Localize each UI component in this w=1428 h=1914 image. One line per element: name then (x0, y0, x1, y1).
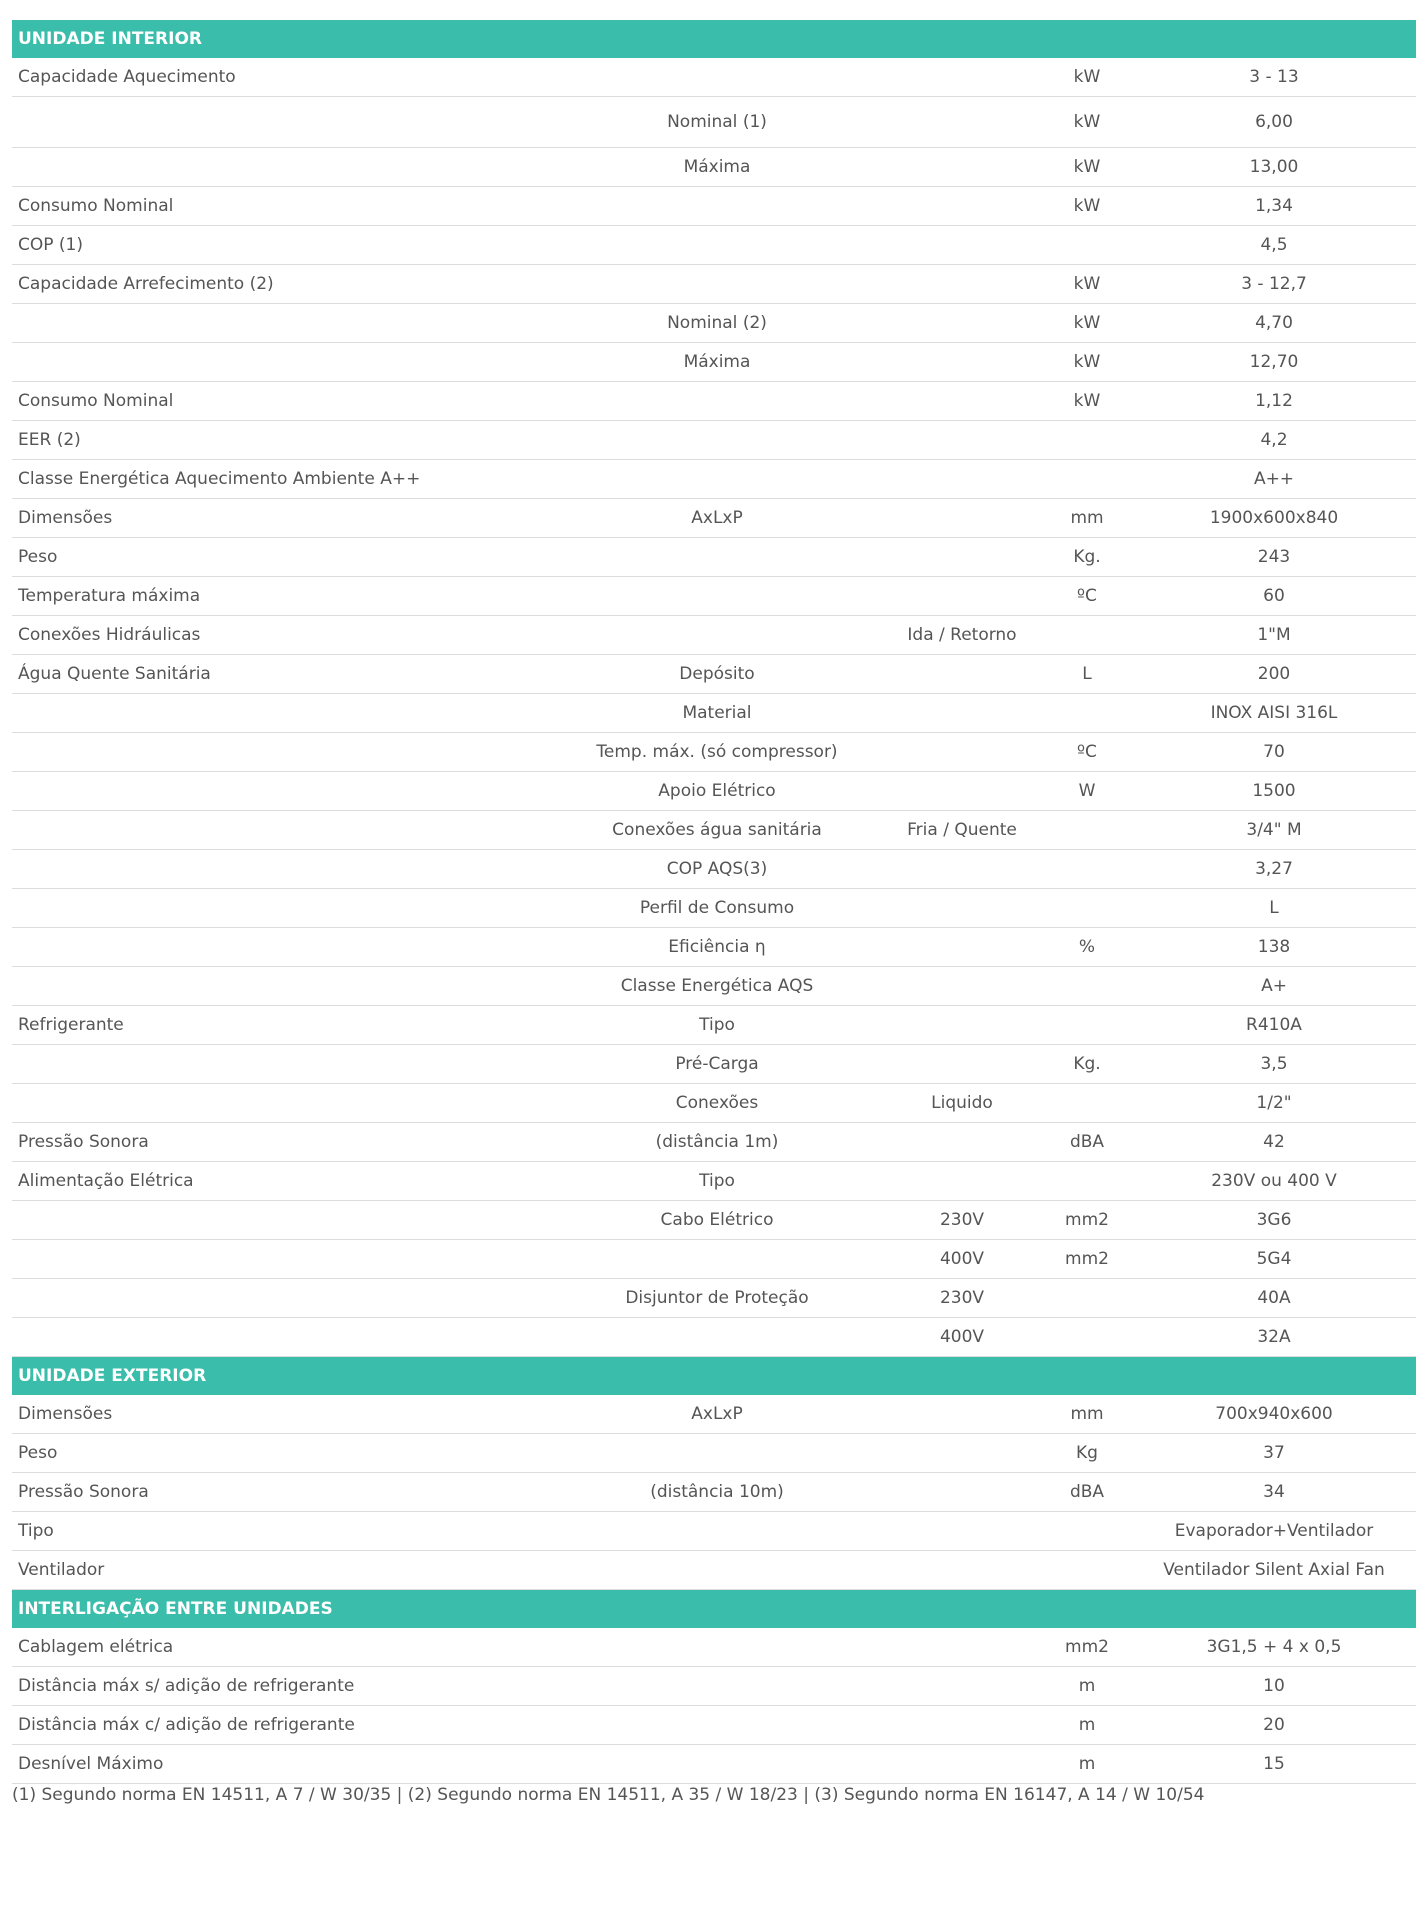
row-label: Dimensões (12, 1395, 552, 1434)
row-qualifier (882, 928, 1042, 967)
row-value: 1"M (1132, 616, 1416, 655)
row-label: Refrigerante (12, 1006, 552, 1045)
row-value: 20 (1132, 1706, 1416, 1745)
table-row (12, 889, 1416, 928)
row-value: 5G4 (1132, 1240, 1416, 1279)
table-row (12, 1551, 1416, 1590)
row-label: Distância máx c/ adição de refrigerante (12, 1706, 552, 1745)
row-qualifier (882, 58, 1042, 97)
section-title: UNIDADE INTERIOR (12, 20, 1416, 58)
row-value: 4,70 (1132, 304, 1416, 343)
row-value: A+ (1132, 967, 1416, 1006)
row-unit (1042, 226, 1132, 265)
row-unit (1042, 1084, 1132, 1123)
row-label (12, 928, 552, 967)
row-qualifier (882, 1045, 1042, 1084)
table-row (12, 1162, 1416, 1201)
row-qualifier (882, 265, 1042, 304)
row-value: 1,12 (1132, 382, 1416, 421)
row-label: Pressão Sonora (12, 1123, 552, 1162)
table-row (12, 1745, 1416, 1784)
row-value: 15 (1132, 1745, 1416, 1784)
row-qualifier (882, 226, 1042, 265)
row-value: 1900x600x840 (1132, 499, 1416, 538)
row-unit: m (1042, 1745, 1132, 1784)
row-sublabel: Apoio Elétrico (552, 772, 882, 811)
row-value: 4,2 (1132, 421, 1416, 460)
row-unit (1042, 421, 1132, 460)
table-row (12, 538, 1416, 577)
row-label (12, 772, 552, 811)
row-unit (1042, 694, 1132, 733)
row-qualifier (882, 733, 1042, 772)
spec-sheet (12, 20, 1416, 1784)
row-label (12, 733, 552, 772)
row-sublabel: COP AQS(3) (552, 850, 882, 889)
row-sublabel: Nominal (1) (552, 97, 882, 148)
row-sublabel (552, 538, 882, 577)
row-sublabel (552, 1745, 882, 1784)
row-unit: mm (1042, 1395, 1132, 1434)
row-sublabel (552, 1551, 882, 1590)
table-row (12, 928, 1416, 967)
row-unit (1042, 1279, 1132, 1318)
table-row (12, 1045, 1416, 1084)
row-label (12, 1318, 552, 1357)
table-row (12, 616, 1416, 655)
row-sublabel (552, 1240, 882, 1279)
row-value: 230V ou 400 V (1132, 1162, 1416, 1201)
row-label: Classe Energética Aquecimento Ambiente A++ (12, 460, 552, 499)
row-label (12, 694, 552, 733)
row-value: 12,70 (1132, 343, 1416, 382)
table-row (12, 1318, 1416, 1357)
table-row (12, 850, 1416, 889)
row-sublabel (552, 460, 882, 499)
row-label: Tipo (12, 1512, 552, 1551)
row-unit: dBA (1042, 1473, 1132, 1512)
row-sublabel: Eficiência η (552, 928, 882, 967)
row-label (12, 1084, 552, 1123)
row-qualifier: Ida / Retorno (882, 616, 1042, 655)
table-row (12, 97, 1416, 148)
row-value: 3 - 12,7 (1132, 265, 1416, 304)
row-value: 200 (1132, 655, 1416, 694)
row-value: 37 (1132, 1434, 1416, 1473)
row-qualifier (882, 1745, 1042, 1784)
row-sublabel: Pré-Carga (552, 1045, 882, 1084)
row-qualifier (882, 1473, 1042, 1512)
row-label: Dimensões (12, 499, 552, 538)
row-sublabel (552, 421, 882, 460)
row-sublabel: Tipo (552, 1006, 882, 1045)
table-row (12, 1279, 1416, 1318)
row-label (12, 1279, 552, 1318)
row-qualifier (882, 1667, 1042, 1706)
row-value: R410A (1132, 1006, 1416, 1045)
row-value: Ventilador Silent Axial Fan (1132, 1551, 1416, 1590)
row-unit: mm (1042, 499, 1132, 538)
row-unit (1042, 967, 1132, 1006)
row-sublabel (552, 382, 882, 421)
row-sublabel: Material (552, 694, 882, 733)
row-value: 6,00 (1132, 97, 1416, 148)
row-label: Peso (12, 538, 552, 577)
table-row (12, 421, 1416, 460)
row-unit (1042, 1551, 1132, 1590)
row-sublabel: Conexões água sanitária (552, 811, 882, 850)
row-sublabel: Cabo Elétrico (552, 1201, 882, 1240)
row-unit: kW (1042, 343, 1132, 382)
row-qualifier (882, 1706, 1042, 1745)
row-label: Capacidade Aquecimento (12, 58, 552, 97)
row-label (12, 850, 552, 889)
row-unit: kW (1042, 97, 1132, 148)
row-qualifier (882, 304, 1042, 343)
row-qualifier (882, 967, 1042, 1006)
row-qualifier (882, 97, 1042, 148)
row-value: 243 (1132, 538, 1416, 577)
row-label: EER (2) (12, 421, 552, 460)
row-sublabel (552, 1318, 882, 1357)
row-qualifier (882, 772, 1042, 811)
row-value: 700x940x600 (1132, 1395, 1416, 1434)
row-label: COP (1) (12, 226, 552, 265)
section-title: UNIDADE EXTERIOR (12, 1357, 1416, 1396)
row-sublabel (552, 58, 882, 97)
row-value: 10 (1132, 1667, 1416, 1706)
table-row (12, 655, 1416, 694)
row-unit: mm2 (1042, 1628, 1132, 1667)
row-label: Ventilador (12, 1551, 552, 1590)
row-label (12, 1201, 552, 1240)
row-sublabel (552, 1706, 882, 1745)
footnote: (1) Segundo norma EN 14511, A 7 / W 30/35 | (2) Segundo norma EN 14511, A 35 / W 18/23 | (3) Segundo norma EN 16147, A 14 / W 10/54 (12, 1785, 1205, 1805)
row-sublabel (552, 1628, 882, 1667)
row-qualifier: 400V (882, 1318, 1042, 1357)
row-label: Consumo Nominal (12, 382, 552, 421)
row-value: 1,34 (1132, 187, 1416, 226)
table-row (12, 148, 1416, 187)
row-value: 1500 (1132, 772, 1416, 811)
table-row (12, 1667, 1416, 1706)
row-value: 32A (1132, 1318, 1416, 1357)
table-row (12, 733, 1416, 772)
row-value: 34 (1132, 1473, 1416, 1512)
row-value: L (1132, 889, 1416, 928)
row-value: 70 (1132, 733, 1416, 772)
row-qualifier: Fria / Quente (882, 811, 1042, 850)
row-label: Cablagem elétrica (12, 1628, 552, 1667)
row-qualifier (882, 1434, 1042, 1473)
row-sublabel (552, 226, 882, 265)
row-sublabel: AxLxP (552, 499, 882, 538)
table-row (12, 58, 1416, 97)
table-row (12, 1512, 1416, 1551)
row-sublabel (552, 577, 882, 616)
row-label (12, 304, 552, 343)
row-qualifier: 230V (882, 1201, 1042, 1240)
row-unit: L (1042, 655, 1132, 694)
row-sublabel: Máxima (552, 148, 882, 187)
row-unit: kW (1042, 304, 1132, 343)
table-row (12, 343, 1416, 382)
row-value: 40A (1132, 1279, 1416, 1318)
row-qualifier (882, 538, 1042, 577)
row-qualifier (882, 1512, 1042, 1551)
row-qualifier (882, 1628, 1042, 1667)
row-value: A++ (1132, 460, 1416, 499)
table-row (12, 265, 1416, 304)
row-label: Água Quente Sanitária (12, 655, 552, 694)
section-header (12, 1590, 1416, 1629)
row-unit: kW (1042, 148, 1132, 187)
row-value: 60 (1132, 577, 1416, 616)
row-qualifier: 400V (882, 1240, 1042, 1279)
row-sublabel: (distância 10m) (552, 1473, 882, 1512)
row-qualifier (882, 1006, 1042, 1045)
row-label (12, 148, 552, 187)
row-unit: Kg (1042, 1434, 1132, 1473)
row-value: 3 - 13 (1132, 58, 1416, 97)
row-label (12, 889, 552, 928)
row-label: Temperatura máxima (12, 577, 552, 616)
table-row (12, 1395, 1416, 1434)
row-unit: kW (1042, 58, 1132, 97)
row-label (12, 1045, 552, 1084)
table-row (12, 304, 1416, 343)
row-value: INOX AISI 316L (1132, 694, 1416, 733)
row-label (12, 343, 552, 382)
row-qualifier (882, 850, 1042, 889)
row-value: Evaporador+Ventilador (1132, 1512, 1416, 1551)
row-qualifier (882, 1162, 1042, 1201)
row-unit: kW (1042, 382, 1132, 421)
row-label: Capacidade Arrefecimento (2) (12, 265, 552, 304)
row-value: 13,00 (1132, 148, 1416, 187)
table-row (12, 1473, 1416, 1512)
row-unit (1042, 460, 1132, 499)
row-unit: Kg. (1042, 538, 1132, 577)
row-unit (1042, 1162, 1132, 1201)
row-label: Conexões Hidráulicas (12, 616, 552, 655)
row-sublabel: Perfil de Consumo (552, 889, 882, 928)
row-label: Alimentação Elétrica (12, 1162, 552, 1201)
table-row (12, 811, 1416, 850)
row-label: Peso (12, 1434, 552, 1473)
table-row (12, 1006, 1416, 1045)
row-qualifier (882, 1395, 1042, 1434)
table-row (12, 1123, 1416, 1162)
row-unit: W (1042, 772, 1132, 811)
row-unit: m (1042, 1667, 1132, 1706)
row-qualifier: 230V (882, 1279, 1042, 1318)
row-value: 3,27 (1132, 850, 1416, 889)
row-unit: Kg. (1042, 1045, 1132, 1084)
row-qualifier (882, 343, 1042, 382)
row-label (12, 967, 552, 1006)
row-unit: % (1042, 928, 1132, 967)
table-row (12, 577, 1416, 616)
row-sublabel: AxLxP (552, 1395, 882, 1434)
row-qualifier (882, 460, 1042, 499)
row-value: 1/2" (1132, 1084, 1416, 1123)
row-label: Pressão Sonora (12, 1473, 552, 1512)
row-qualifier (882, 148, 1042, 187)
row-unit (1042, 1318, 1132, 1357)
row-unit: dBA (1042, 1123, 1132, 1162)
row-sublabel: Nominal (2) (552, 304, 882, 343)
row-qualifier (882, 499, 1042, 538)
row-sublabel: Temp. máx. (só compressor) (552, 733, 882, 772)
table-row (12, 187, 1416, 226)
row-qualifier: Liquido (882, 1084, 1042, 1123)
row-unit: kW (1042, 187, 1132, 226)
row-unit (1042, 811, 1132, 850)
row-sublabel: Depósito (552, 655, 882, 694)
row-sublabel (552, 616, 882, 655)
spec-table (12, 20, 1416, 1784)
table-row (12, 1434, 1416, 1473)
row-sublabel (552, 1667, 882, 1706)
row-qualifier (882, 577, 1042, 616)
row-label: Consumo Nominal (12, 187, 552, 226)
table-row (12, 694, 1416, 733)
row-sublabel (552, 1512, 882, 1551)
table-row (12, 1706, 1416, 1745)
row-qualifier (882, 421, 1042, 460)
row-unit: mm2 (1042, 1201, 1132, 1240)
table-row (12, 499, 1416, 538)
row-label (12, 811, 552, 850)
row-unit (1042, 1006, 1132, 1045)
row-qualifier (882, 694, 1042, 733)
row-unit: mm2 (1042, 1240, 1132, 1279)
row-qualifier (882, 889, 1042, 928)
row-unit: ºC (1042, 733, 1132, 772)
row-value: 3/4" M (1132, 811, 1416, 850)
row-unit: ºC (1042, 577, 1132, 616)
table-row (12, 226, 1416, 265)
row-value: 4,5 (1132, 226, 1416, 265)
row-value: 42 (1132, 1123, 1416, 1162)
row-value: 138 (1132, 928, 1416, 967)
row-value: 3G1,5 + 4 x 0,5 (1132, 1628, 1416, 1667)
row-qualifier (882, 1123, 1042, 1162)
table-row (12, 772, 1416, 811)
row-qualifier (882, 1551, 1042, 1590)
row-sublabel: Tipo (552, 1162, 882, 1201)
table-row (12, 1201, 1416, 1240)
row-label (12, 1240, 552, 1279)
row-unit (1042, 1512, 1132, 1551)
row-unit (1042, 616, 1132, 655)
table-row (12, 1628, 1416, 1667)
table-row (12, 1240, 1416, 1279)
row-unit (1042, 850, 1132, 889)
row-sublabel: Máxima (552, 343, 882, 382)
row-value: 3G6 (1132, 1201, 1416, 1240)
row-sublabel (552, 187, 882, 226)
row-sublabel (552, 1434, 882, 1473)
table-row (12, 1084, 1416, 1123)
row-sublabel: Classe Energética AQS (552, 967, 882, 1006)
row-qualifier (882, 655, 1042, 694)
row-label: Desnível Máximo (12, 1745, 552, 1784)
section-header (12, 20, 1416, 58)
table-row (12, 460, 1416, 499)
section-title: INTERLIGAÇÃO ENTRE UNIDADES (12, 1590, 1416, 1629)
row-qualifier (882, 382, 1042, 421)
row-sublabel: Disjuntor de Proteção (552, 1279, 882, 1318)
row-sublabel: (distância 1m) (552, 1123, 882, 1162)
section-header (12, 1357, 1416, 1396)
row-unit (1042, 889, 1132, 928)
table-row (12, 967, 1416, 1006)
row-sublabel: Conexões (552, 1084, 882, 1123)
row-unit: m (1042, 1706, 1132, 1745)
row-label (12, 97, 552, 148)
row-label: Distância máx s/ adição de refrigerante (12, 1667, 552, 1706)
row-sublabel (552, 265, 882, 304)
row-qualifier (882, 187, 1042, 226)
table-row (12, 382, 1416, 421)
row-unit: kW (1042, 265, 1132, 304)
row-value: 3,5 (1132, 1045, 1416, 1084)
